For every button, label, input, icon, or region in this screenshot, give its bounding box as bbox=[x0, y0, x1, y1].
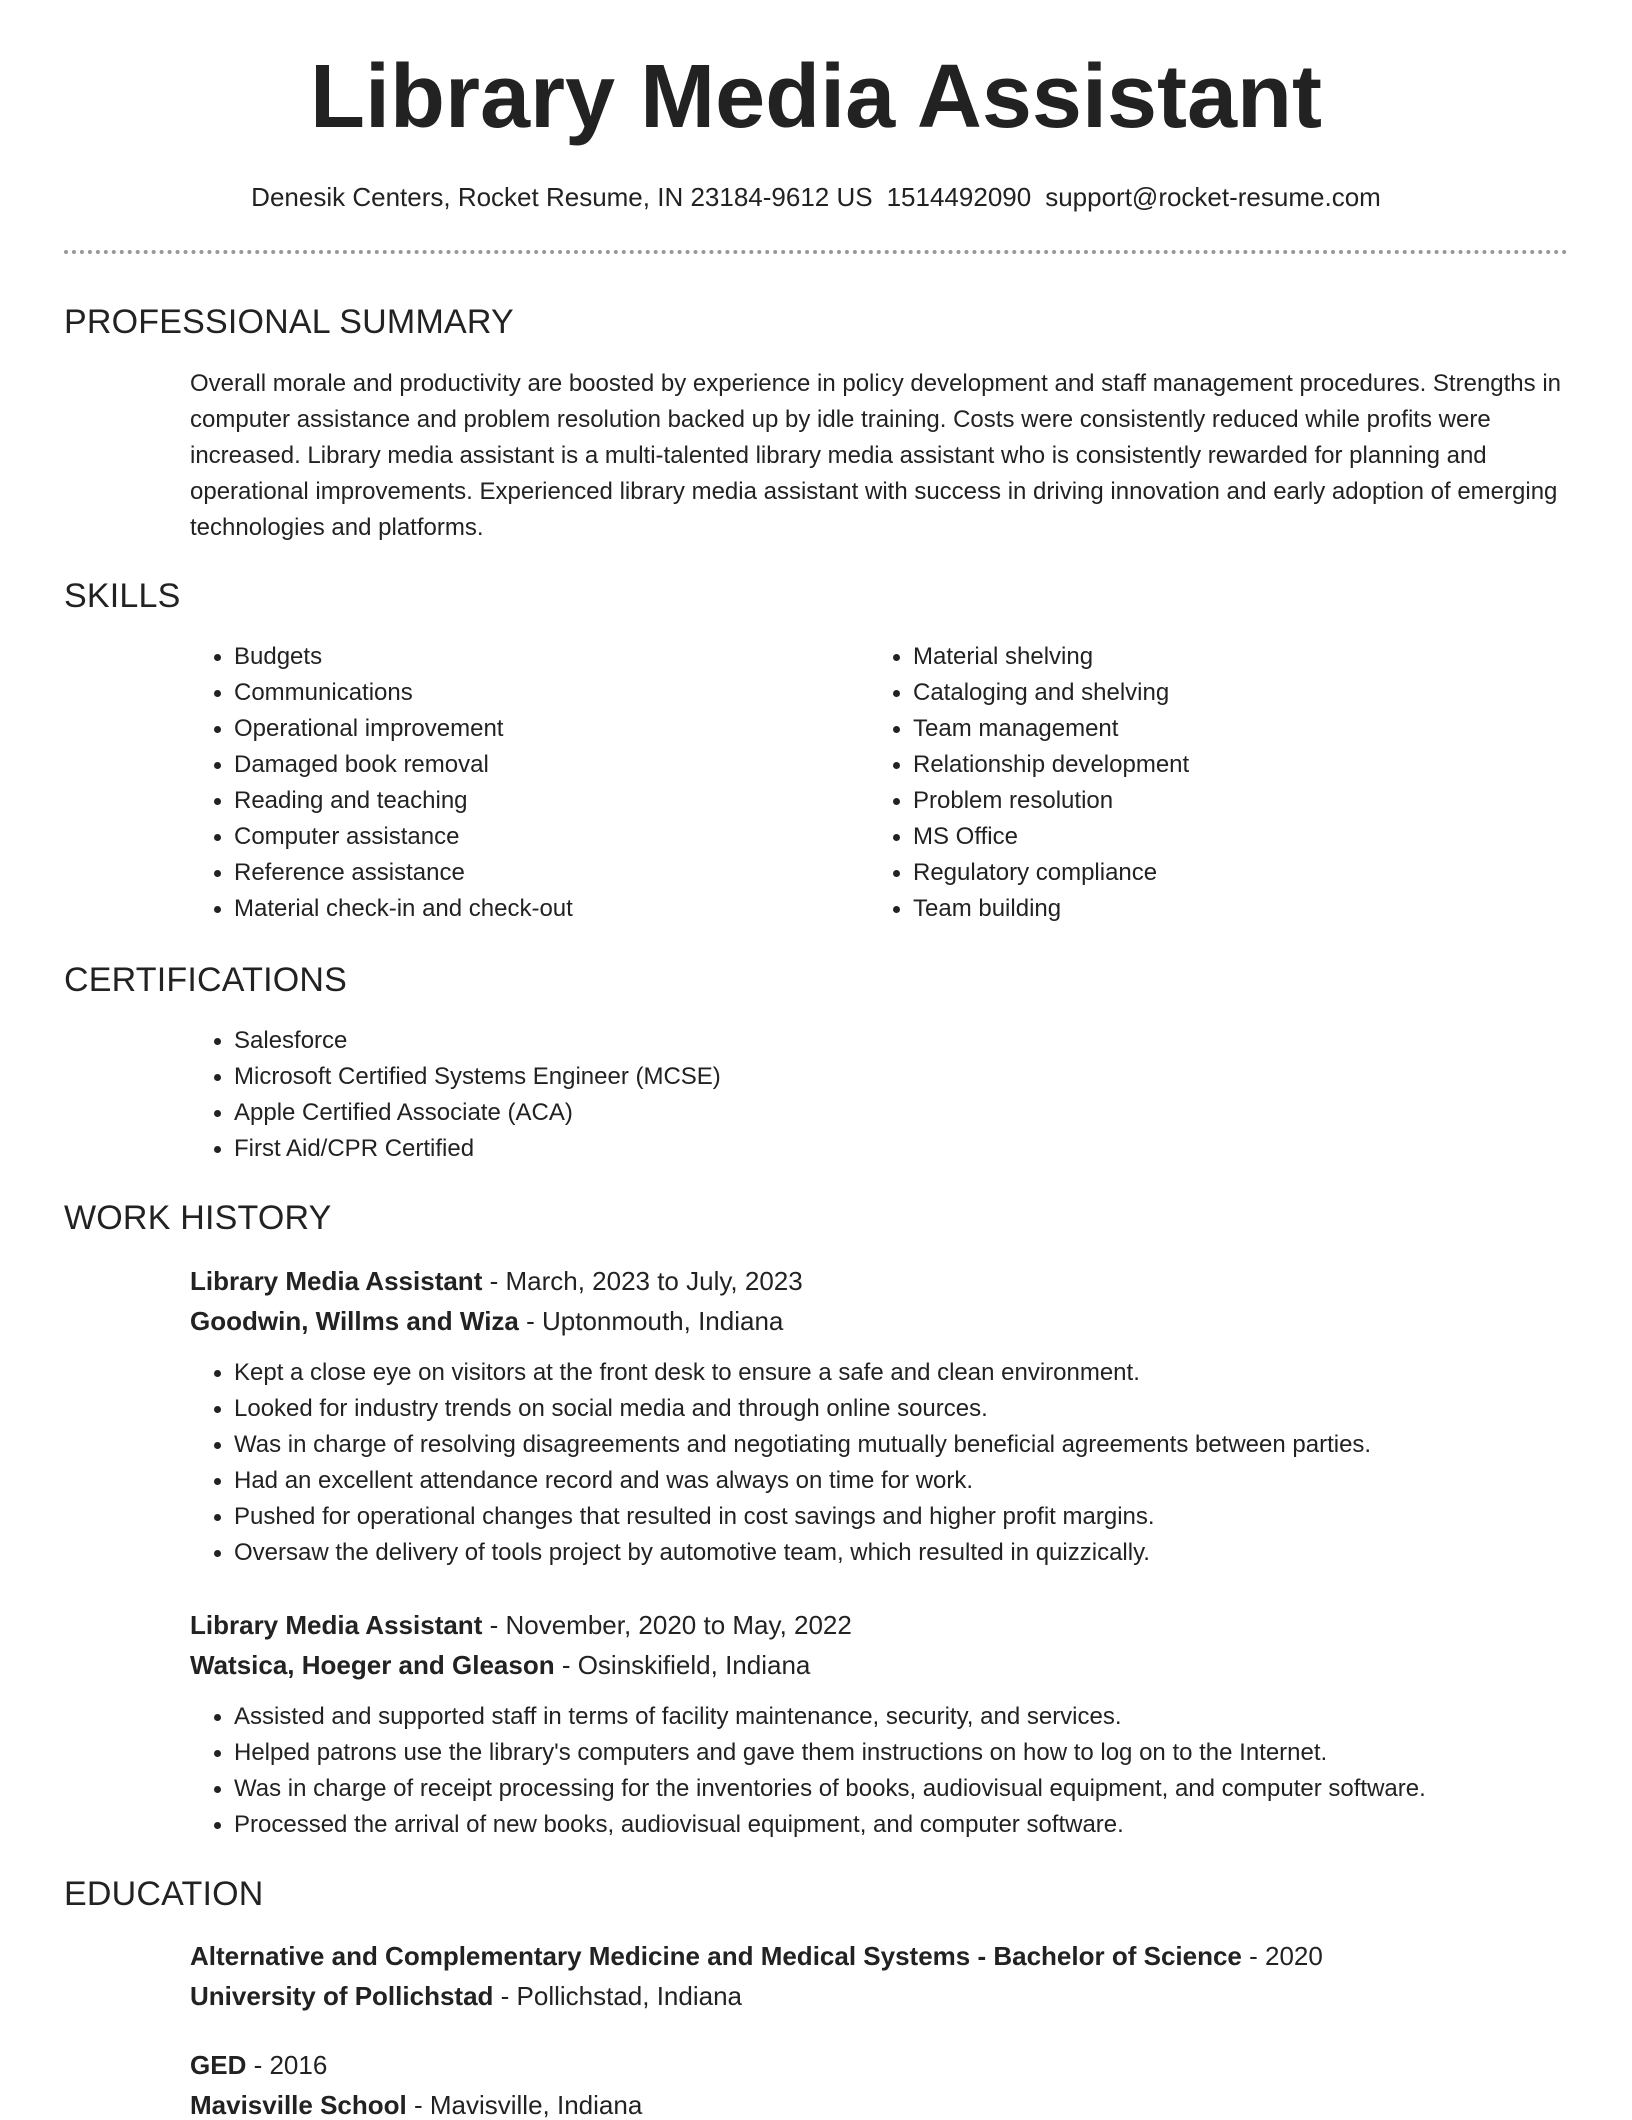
job-employer-line bbox=[190, 1652, 810, 1678]
job-title-line bbox=[190, 1612, 852, 1638]
education-degree: Alternative and Complementary Medicine and Medical Systems - Bachelor of Science bbox=[190, 1941, 1242, 1971]
job-bullet: • Assisted and supported staff in terms of facility maintenance, security, and services. bbox=[234, 1699, 1632, 1735]
education-location: - Mavisville, Indiana bbox=[406, 2090, 643, 2120]
education-degree: GED bbox=[190, 2050, 247, 2080]
certifications-section-title: CERTIFICATIONS bbox=[64, 961, 348, 999]
job-bullets bbox=[190, 1699, 1632, 1843]
summary-section-title: PROFESSIONAL SUMMARY bbox=[64, 303, 514, 341]
skill-item: • Material check-in and check-out bbox=[234, 891, 854, 927]
contact-phone: 1514492090 bbox=[886, 182, 1032, 212]
job-employer-line bbox=[190, 1308, 783, 1334]
job-bullet: • Pushed for operational changes that resulted in cost savings and higher profit margins. bbox=[234, 1499, 1632, 1535]
job-dates: - November, 2020 to May, 2022 bbox=[482, 1610, 852, 1640]
job-company: Watsica, Hoeger and Gleason bbox=[190, 1650, 555, 1680]
skill-item: • Problem resolution bbox=[913, 783, 1593, 819]
education-year: - 2020 bbox=[1241, 1941, 1323, 1971]
job-dates: - March, 2023 to July, 2023 bbox=[482, 1266, 803, 1296]
job-company: Goodwin, Willms and Wiza bbox=[190, 1306, 519, 1336]
skill-item: • Cataloging and shelving bbox=[913, 675, 1593, 711]
certification-item: • Salesforce bbox=[234, 1023, 1534, 1059]
skills-section-title: SKILLS bbox=[64, 577, 181, 615]
skill-item: • Reference assistance bbox=[234, 855, 854, 891]
job-role: Library Media Assistant bbox=[190, 1266, 483, 1296]
skill-item: • Operational improvement bbox=[234, 711, 854, 747]
job-bullet: • Kept a close eye on visitors at the front desk to ensure a safe and clean environment. bbox=[234, 1355, 1632, 1391]
education-school-line bbox=[190, 2092, 642, 2118]
job-bullet: • Helped patrons use the library's computers and gave them instructions on how to log on to the Internet. bbox=[234, 1735, 1632, 1771]
skill-item: • Communications bbox=[234, 675, 854, 711]
job-location: - Uptonmouth, Indiana bbox=[518, 1306, 784, 1336]
education-section-title: EDUCATION bbox=[64, 1875, 264, 1913]
skills-list-right bbox=[869, 639, 1593, 927]
job-bullet: • Had an excellent attendance record and was always on time for work. bbox=[234, 1463, 1632, 1499]
job-bullets bbox=[190, 1355, 1632, 1571]
job-bullet: • Looked for industry trends on social media and through online sources. bbox=[234, 1391, 1632, 1427]
summary-text: Overall morale and productivity are boosted by experience in policy development and staff management procedures. Strengths in computer assistance and problem resolution backed up by idle training. Costs were consistently reduced while profits were increased. Library media assistant is a multi-talented library media assistant who is consistently rewarded for planning and operational improvements. Experienced library media assistant with success in driving innovation and early adoption of emerging technologies and platforms. bbox=[190, 370, 1561, 541]
certification-item: • Microsoft Certified Systems Engineer (MCSE) bbox=[234, 1059, 1534, 1095]
certifications-list bbox=[190, 1023, 1534, 1167]
education-degree-line bbox=[190, 1943, 1323, 1969]
skill-item: • Damaged book removal bbox=[234, 747, 854, 783]
skill-item: • Reading and teaching bbox=[234, 783, 854, 819]
education-school-line bbox=[190, 1983, 742, 2009]
education-degree-line bbox=[190, 2052, 327, 2078]
skill-item: • Budgets bbox=[234, 639, 854, 675]
job-bullet: • Oversaw the delivery of tools project by automotive team, which resulted in quizzically. bbox=[234, 1535, 1632, 1571]
contact-address: Denesik Centers, Rocket Resume, IN 23184-9612 US bbox=[251, 182, 873, 212]
work-history-section-title: WORK HISTORY bbox=[64, 1199, 332, 1237]
skill-item: • Material shelving bbox=[913, 639, 1593, 675]
job-location: - Osinskifield, Indiana bbox=[554, 1650, 811, 1680]
contact-email: support@rocket-resume.com bbox=[1045, 182, 1381, 212]
education-school: Mavisville School bbox=[190, 2090, 407, 2120]
skill-item: • Team management bbox=[913, 711, 1593, 747]
education-school: University of Pollichstad bbox=[190, 1981, 494, 2011]
skill-item: • MS Office bbox=[913, 819, 1593, 855]
job-role: Library Media Assistant bbox=[190, 1610, 483, 1640]
skill-item: • Team building bbox=[913, 891, 1593, 927]
certification-item: • Apple Certified Associate (ACA) bbox=[234, 1095, 1534, 1131]
education-location: - Pollichstad, Indiana bbox=[493, 1981, 742, 2011]
skill-item: • Regulatory compliance bbox=[913, 855, 1593, 891]
education-year: - 2016 bbox=[246, 2050, 328, 2080]
job-bullet: • Was in charge of receipt processing for the inventories of books, audiovisual equipment, and computer software. bbox=[234, 1771, 1632, 1807]
skill-item: • Relationship development bbox=[913, 747, 1593, 783]
skill-item: • Computer assistance bbox=[234, 819, 854, 855]
job-title-line bbox=[190, 1268, 803, 1294]
skills-list-left bbox=[190, 639, 854, 927]
job-bullet: • Processed the arrival of new books, audiovisual equipment, and computer software. bbox=[234, 1807, 1632, 1843]
contact-line bbox=[0, 184, 1632, 210]
job-bullet: • Was in charge of resolving disagreements and negotiating mutually beneficial agreements between parties. bbox=[234, 1427, 1632, 1463]
resume-name-heading: Library Media Assistant bbox=[310, 47, 1322, 147]
header-divider bbox=[64, 250, 1568, 254]
certification-item: • First Aid/CPR Certified bbox=[234, 1131, 1534, 1167]
